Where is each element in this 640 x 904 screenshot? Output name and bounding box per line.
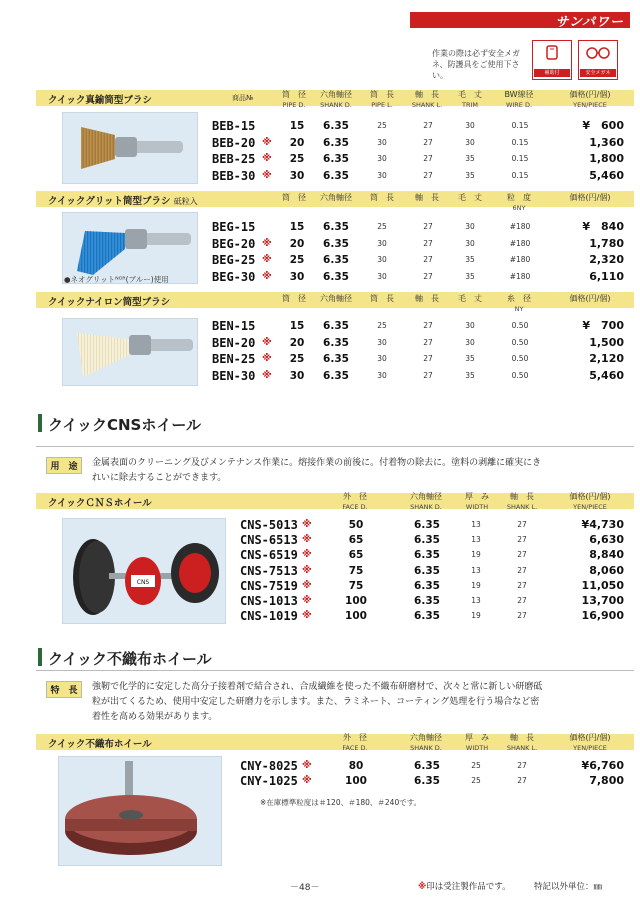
- cell-pipe-length: 30: [377, 137, 387, 147]
- cell-wire: #180: [509, 255, 531, 264]
- cny-grit-note: ※在庫標準粒度は＃120、＃180、＃240です。: [260, 798, 422, 807]
- cell-wire: 0.15: [511, 121, 529, 130]
- cell-pipe-length: 30: [377, 154, 387, 163]
- mark: ※: [302, 760, 312, 771]
- cell-pipe-length: 30: [377, 271, 387, 281]
- cell-shank: 6.35: [323, 369, 349, 382]
- cell-shank-length: 27: [517, 550, 527, 560]
- mark: ※: [302, 610, 312, 622]
- cell-pipe-length: 25: [377, 121, 387, 130]
- cell-shank: 6.35: [323, 221, 349, 233]
- cell-face-diameter: 65: [348, 534, 364, 547]
- mark: ※: [302, 549, 312, 561]
- cny-feature-tag: 特 長: [46, 681, 82, 698]
- cell-width: 13: [471, 520, 481, 529]
- cell-face-diameter: 75: [348, 564, 364, 577]
- code: BEB-30: [212, 168, 256, 183]
- brand-logo: サンパワー: [555, 15, 624, 30]
- table-row: [0, 593, 640, 609]
- cell-price: 1,360: [589, 135, 624, 149]
- cell-width: 25: [471, 776, 481, 786]
- cell-width: 13: [471, 565, 481, 575]
- cell-shank-length: 27: [423, 238, 433, 248]
- cell-face-diameter: 100: [345, 775, 367, 788]
- cell-trim: 35: [465, 154, 475, 163]
- code: CNY-1025: [240, 774, 298, 789]
- cell-price: 11,050: [581, 578, 624, 592]
- cell-trim: 35: [465, 370, 475, 380]
- cell-face-diameter: 65: [348, 549, 364, 562]
- cell-pipe-length: 25: [377, 321, 387, 330]
- cell-shank-length: 27: [423, 255, 433, 264]
- cell-width: 13: [471, 596, 481, 605]
- cell-trim: 30: [465, 222, 475, 231]
- cell-price: 8,840: [589, 548, 624, 562]
- code: CNS-1013: [240, 594, 298, 608]
- cell-diameter: 25: [289, 353, 305, 365]
- table-row: [0, 563, 640, 579]
- cell-face-diameter: 80: [348, 760, 364, 772]
- cell-price: ¥6,760: [581, 759, 624, 772]
- mark: ※: [262, 353, 272, 364]
- cns-use-tag: 用 途: [46, 457, 82, 474]
- mark: ※: [262, 169, 272, 181]
- cell-shank: 6.35: [414, 534, 440, 547]
- code: CNY-8025: [240, 759, 298, 773]
- table-row: [0, 168, 640, 184]
- cell-price: 1,780: [589, 236, 624, 250]
- table-row: [0, 135, 640, 151]
- cns-heading-bar: [38, 414, 42, 432]
- cell-shank-length: 27: [423, 222, 433, 231]
- cell-trim: 35: [465, 354, 475, 363]
- safety-notice: 作業の際は必ず安全メガネ、防護具をご使用下さい。: [432, 49, 520, 80]
- cell-shank-length: 27: [517, 611, 527, 621]
- cell-diameter: 20: [289, 136, 305, 149]
- table-row: [0, 351, 640, 367]
- code: BEG-25: [212, 253, 256, 267]
- table-row: [0, 219, 640, 235]
- table-row: [0, 335, 640, 351]
- cny-heading: クイック不織布ホイール: [48, 650, 212, 668]
- mark: ※: [302, 775, 312, 787]
- mark: ※: [302, 534, 312, 546]
- cell-shank: 6.35: [414, 760, 440, 772]
- cell-trim: 30: [465, 121, 475, 130]
- cell-shank: 6.35: [323, 169, 349, 182]
- cell-diameter: 20: [289, 237, 305, 250]
- cell-face-diameter: 100: [345, 610, 367, 623]
- cell-shank: 6.35: [323, 270, 349, 283]
- cell-width: 19: [471, 580, 481, 590]
- cell-shank: 6.35: [323, 254, 349, 266]
- safety-glasses-icon: 安全メガネ: [578, 40, 618, 80]
- svg-text:CNS: CNS: [136, 579, 150, 586]
- cell-shank-length: 27: [517, 535, 527, 545]
- cell-price: ¥ 840: [582, 220, 624, 233]
- cell-wire: 0.50: [511, 354, 529, 363]
- cell-wire: 0.15: [511, 170, 529, 180]
- cell-width: 25: [471, 761, 481, 770]
- table-row: [0, 269, 640, 285]
- cell-shank: 6.35: [414, 564, 440, 577]
- cell-price: ¥ 700: [582, 319, 624, 332]
- cell-width: 19: [471, 611, 481, 621]
- cell-face-diameter: 100: [345, 595, 367, 607]
- cell-pipe-length: 25: [377, 222, 387, 231]
- cell-shank: 6.35: [323, 136, 349, 149]
- cell-diameter: 30: [289, 169, 305, 182]
- cell-face-diameter: 75: [348, 579, 364, 592]
- cell-wire: 0.50: [511, 337, 529, 347]
- cell-diameter: 25: [289, 254, 305, 266]
- cell-pipe-length: 30: [377, 238, 387, 248]
- cell-shank-length: 27: [517, 776, 527, 786]
- code: BEG-20: [212, 236, 256, 251]
- cell-price: ¥ 600: [582, 119, 624, 132]
- cell-width: 19: [471, 550, 481, 560]
- cell-price: 6,630: [589, 533, 624, 547]
- cell-face-diameter: 50: [348, 519, 364, 531]
- code: CNS-6519: [240, 548, 298, 563]
- code: BEG-30: [212, 269, 256, 284]
- cell-diameter: 20: [289, 336, 305, 349]
- cell-diameter: 25: [289, 153, 305, 165]
- mark: ※: [302, 595, 312, 606]
- cell-trim: 30: [465, 321, 475, 330]
- table-row: [0, 773, 640, 789]
- cns-title: クイックＣＮＳホイール: [48, 498, 152, 509]
- code: CNS-5013: [240, 518, 298, 532]
- cell-diameter: 15: [289, 320, 305, 332]
- cell-price: 7,800: [589, 774, 624, 788]
- cell-wire: 0.15: [511, 154, 529, 163]
- cell-shank-length: 27: [423, 354, 433, 363]
- cns-use-text: 金属表面のクリーニング及びメンテナンス作業に。熔接作業の前後に。付着物の除去に。塗料の剥離に確実にき れいに除去することができます。: [92, 458, 542, 483]
- divider: [36, 446, 634, 447]
- cell-wire: 0.50: [511, 370, 529, 380]
- cell-shank: 6.35: [323, 237, 349, 250]
- cell-pipe-length: 30: [377, 170, 387, 180]
- cell-diameter: 30: [289, 270, 305, 283]
- cell-shank-length: 27: [423, 121, 433, 130]
- cell-wire: 0.50: [511, 321, 529, 330]
- table-row: [0, 252, 640, 268]
- cell-shank: 6.35: [323, 153, 349, 165]
- beg-title: クイックグリット筒型ブラシ 砥粒入: [48, 196, 198, 207]
- cell-price: 6,110: [589, 269, 624, 283]
- cell-pipe-length: 30: [377, 354, 387, 363]
- code: CNS-7519: [240, 578, 298, 593]
- code: BEB-25: [212, 152, 256, 166]
- cell-shank-length: 27: [517, 580, 527, 590]
- code: BEN-30: [212, 368, 256, 383]
- page-number: －48－: [290, 883, 320, 893]
- mark: ※: [302, 519, 312, 530]
- code: BEB-20: [212, 135, 256, 150]
- cell-wire: #180: [509, 271, 531, 281]
- cell-wire: 0.15: [511, 137, 529, 147]
- mark: ※: [262, 254, 272, 265]
- cell-trim: 35: [465, 170, 475, 180]
- mark: ※: [302, 564, 312, 576]
- cell-shank: 6.35: [323, 320, 349, 332]
- mark: ※: [302, 579, 312, 591]
- cell-diameter: 15: [289, 221, 305, 233]
- cell-diameter: 15: [289, 120, 305, 132]
- cell-shank: 6.35: [414, 595, 440, 607]
- mark: ※: [262, 336, 272, 348]
- cny-title: クイック不織布ホイール: [48, 739, 152, 750]
- cell-shank-length: 27: [517, 596, 527, 605]
- table-row: [0, 578, 640, 594]
- code: BEN-25: [212, 352, 256, 366]
- cell-price: 16,900: [581, 609, 624, 623]
- cell-pipe-length: 30: [377, 370, 387, 380]
- cell-trim: 30: [465, 337, 475, 347]
- cell-shank-length: 27: [423, 154, 433, 163]
- cell-wire: #180: [509, 238, 531, 248]
- cell-shank-length: 27: [423, 170, 433, 180]
- divider: [36, 670, 634, 671]
- table-row: [0, 151, 640, 167]
- cell-shank-length: 27: [423, 370, 433, 380]
- cell-shank-length: 27: [423, 321, 433, 330]
- code: BEG-15: [212, 220, 256, 234]
- mark: ※: [262, 136, 272, 148]
- safety-gloves-icon: 補助付: [532, 40, 572, 80]
- beg-photo-note: ●ネオグリットᴺᴳᴿ(ブルー)使用: [64, 275, 169, 284]
- cell-shank: 6.35: [323, 120, 349, 132]
- cell-shank-length: 27: [423, 271, 433, 281]
- cell-shank: 6.35: [323, 353, 349, 365]
- mark: ※: [262, 237, 272, 249]
- cell-price: ¥4,730: [581, 518, 624, 531]
- table-row: [0, 758, 640, 774]
- code: BEB-15: [212, 119, 256, 133]
- footer-unit: 特記以外単位：㎜: [534, 882, 603, 892]
- cell-price: 1,800: [589, 152, 624, 165]
- code: CNS-1019: [240, 609, 298, 624]
- table-row: [0, 608, 640, 624]
- cell-price: 13,700: [581, 594, 624, 607]
- mark: ※: [262, 369, 272, 381]
- cell-price: 2,320: [589, 253, 624, 266]
- cell-trim: 35: [465, 255, 475, 264]
- cell-trim: 30: [465, 238, 475, 248]
- table-row: [0, 318, 640, 334]
- table-row: [0, 236, 640, 252]
- table-row: [0, 368, 640, 384]
- mark: ※: [262, 153, 272, 164]
- beb-model-label: 商品№: [232, 94, 254, 102]
- cell-shank-length: 27: [517, 565, 527, 575]
- cny-heading-bar: [38, 648, 42, 666]
- cell-shank-length: 27: [517, 761, 527, 770]
- cell-shank: 6.35: [414, 549, 440, 562]
- table-row: [0, 517, 640, 533]
- mark: ※: [262, 270, 272, 282]
- beb-title: クイック真鍮筒型ブラシ: [48, 95, 152, 106]
- code: CNS-7513: [240, 563, 298, 578]
- table-row: [0, 532, 640, 548]
- cell-shank: 6.35: [414, 610, 440, 623]
- cell-price: 5,460: [589, 168, 624, 182]
- cell-price: 8,060: [589, 563, 624, 577]
- cell-diameter: 30: [289, 369, 305, 382]
- cell-shank: 6.35: [414, 579, 440, 592]
- cell-trim: 30: [465, 137, 475, 147]
- footer-note: ※印は受注製作品です。: [418, 882, 511, 892]
- cell-shank-length: 27: [517, 520, 527, 529]
- cell-shank: 6.35: [414, 775, 440, 788]
- cell-shank: 6.35: [414, 519, 440, 531]
- cns-heading: クイックCNSホイール: [48, 416, 202, 434]
- ben-title: クイックナイロン筒型ブラシ: [48, 297, 171, 308]
- cell-wire: #180: [509, 222, 531, 231]
- cell-shank: 6.35: [323, 336, 349, 349]
- code: BEN-20: [212, 335, 256, 350]
- cell-price: 1,500: [589, 335, 624, 349]
- cell-trim: 35: [465, 271, 475, 281]
- code: CNS-6513: [240, 533, 298, 548]
- cell-price: 2,120: [589, 352, 624, 365]
- table-row: [0, 118, 640, 134]
- cell-pipe-length: 30: [377, 255, 387, 264]
- table-row: [0, 547, 640, 563]
- cell-price: 5,460: [589, 368, 624, 382]
- cny-feature-text: 強靭で化学的に安定した高分子接着剤で結合され、合成繊維を使った不織布研磨材で、次々と常に新しい研磨砥 粒が出てくるため、使用中安定した研磨力を示します。また、ラミネート、コーティング処理を行う場合など密 着性を高める効果があります。: [92, 682, 543, 722]
- cell-pipe-length: 30: [377, 337, 387, 347]
- cell-shank-length: 27: [423, 337, 433, 347]
- cell-width: 13: [471, 535, 481, 545]
- cell-shank-length: 27: [423, 137, 433, 147]
- code: BEN-15: [212, 319, 256, 333]
